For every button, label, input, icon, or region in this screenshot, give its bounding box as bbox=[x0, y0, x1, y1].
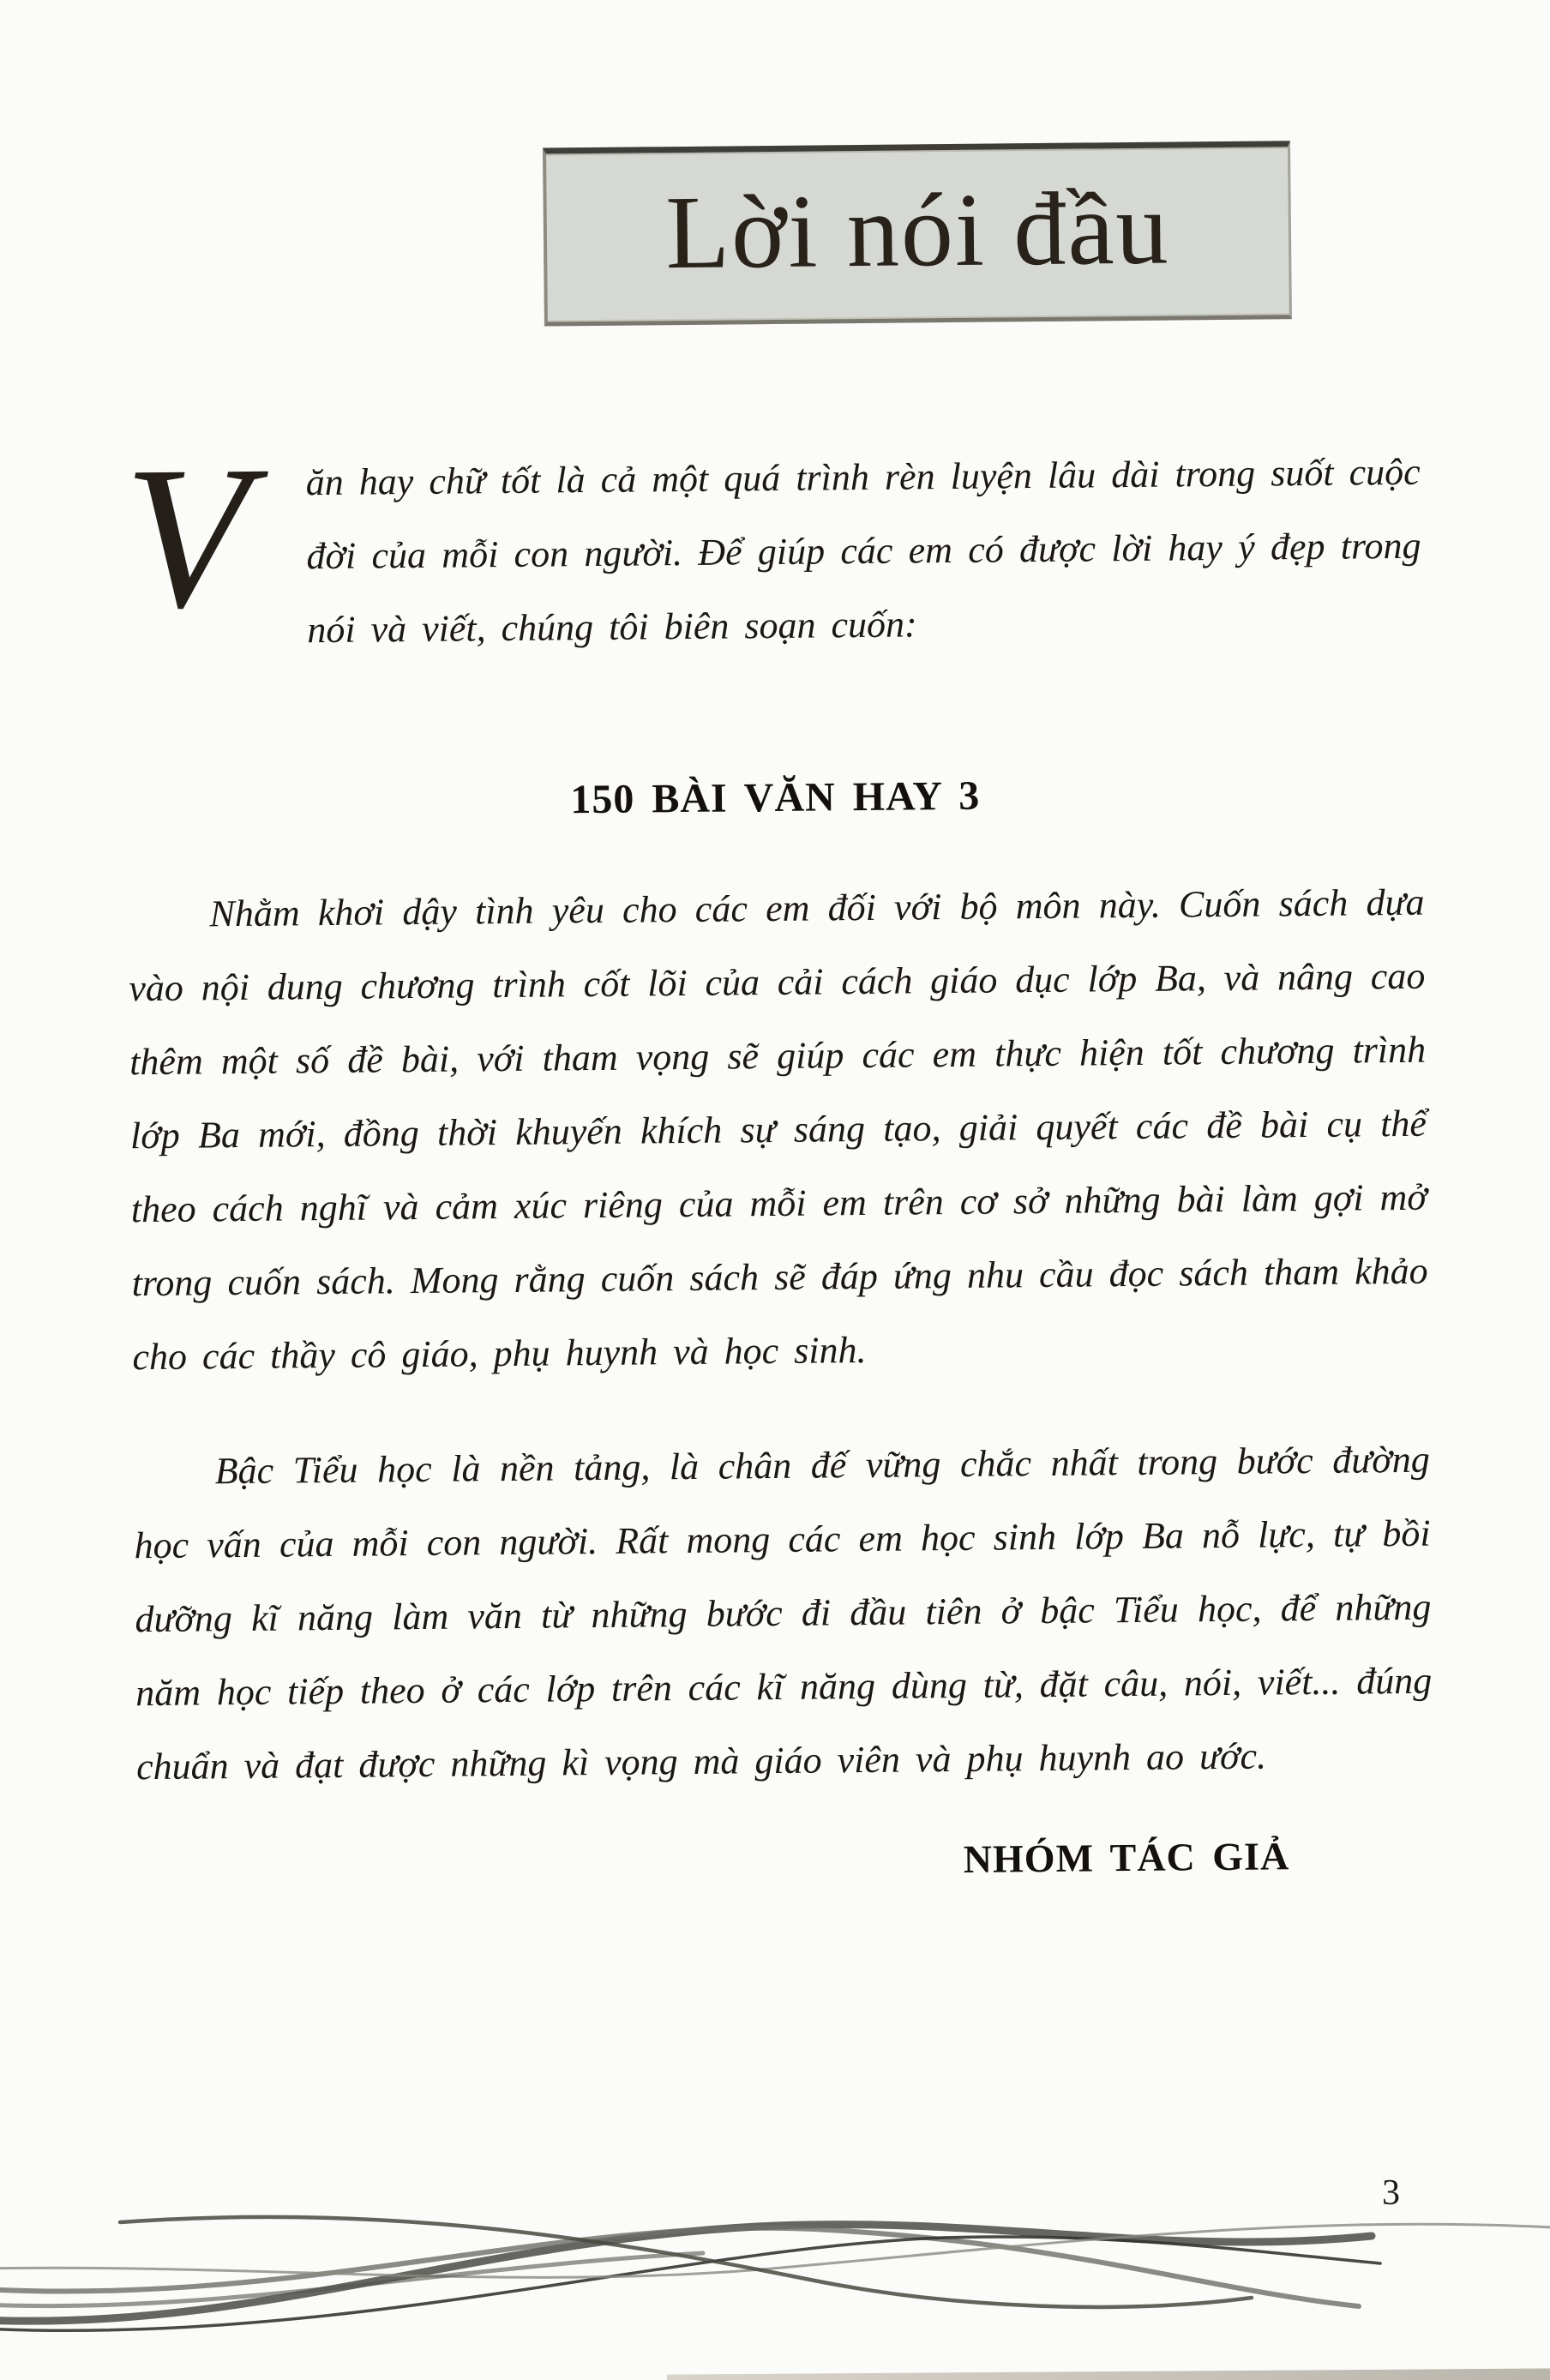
author-signature: NHÓM TÁC GIẢ bbox=[963, 1834, 1290, 1881]
body-text bbox=[123, 424, 1433, 1893]
decorative-waves-graphic bbox=[0, 2185, 1550, 2365]
paragraph: Bậc Tiểu học là nền tảng, là chân đế vững chắc nhất trong bước đường học vấn của mỗi con người. Rất mong các em học sinh lớp Ba nỗ lực, tự bồi dưỡng kĩ năng làm văn từ những bước đi đầu tiên ở bậc Tiểu học, để những năm học tiếp theo ở các lớp trên các kĩ năng dùng từ, đặt câu, nói, viết... đúng chuẩn và đạt được những kì vọng mà giáo viên và phụ huynh ao ước. bbox=[134, 1438, 1433, 1788]
book-title: 150 BÀI VĂN HAY 3 bbox=[570, 772, 981, 823]
paragraph: Nhằm khơi dậy tình yêu cho các em đối với bộ môn này. Cuốn sách dựa vào nội dung chương trình cốt lõi của cải cách giáo dục lớp Ba, và nâng cao thêm một số đề bài, với tham vọng sẽ giúp các em thực hiện tốt chương trình lớp Ba mới, đồng thời khuyến khích sự sáng tạo, giải quyết các đề bài cụ thể theo cách nghĩ và cảm xúc riêng của mỗi em trên cơ sở những bài làm gợi mở trong cuốn sách. Mong rằng cuốn sách sẽ đáp ứng nhu cầu đọc sách tham khảo cho các thầy cô giáo, phụ huynh và học sinh. bbox=[129, 880, 1428, 1379]
drop-cap: V bbox=[123, 424, 250, 652]
page-number: 3 bbox=[1382, 2173, 1400, 2213]
intro-paragraph bbox=[123, 424, 1422, 742]
page-title: Lời nói đầu bbox=[664, 170, 1171, 291]
chapter-title-banner bbox=[543, 141, 1292, 326]
intro-text: ăn hay chữ tốt là cả một quá trình rèn luyện lâu dài trong suốt cuộc đời của mỗi con người. Để giúp các em có được lời hay ý đẹp trong nói và viết, chúng tôi biên soạn cuốn: bbox=[305, 450, 1421, 652]
